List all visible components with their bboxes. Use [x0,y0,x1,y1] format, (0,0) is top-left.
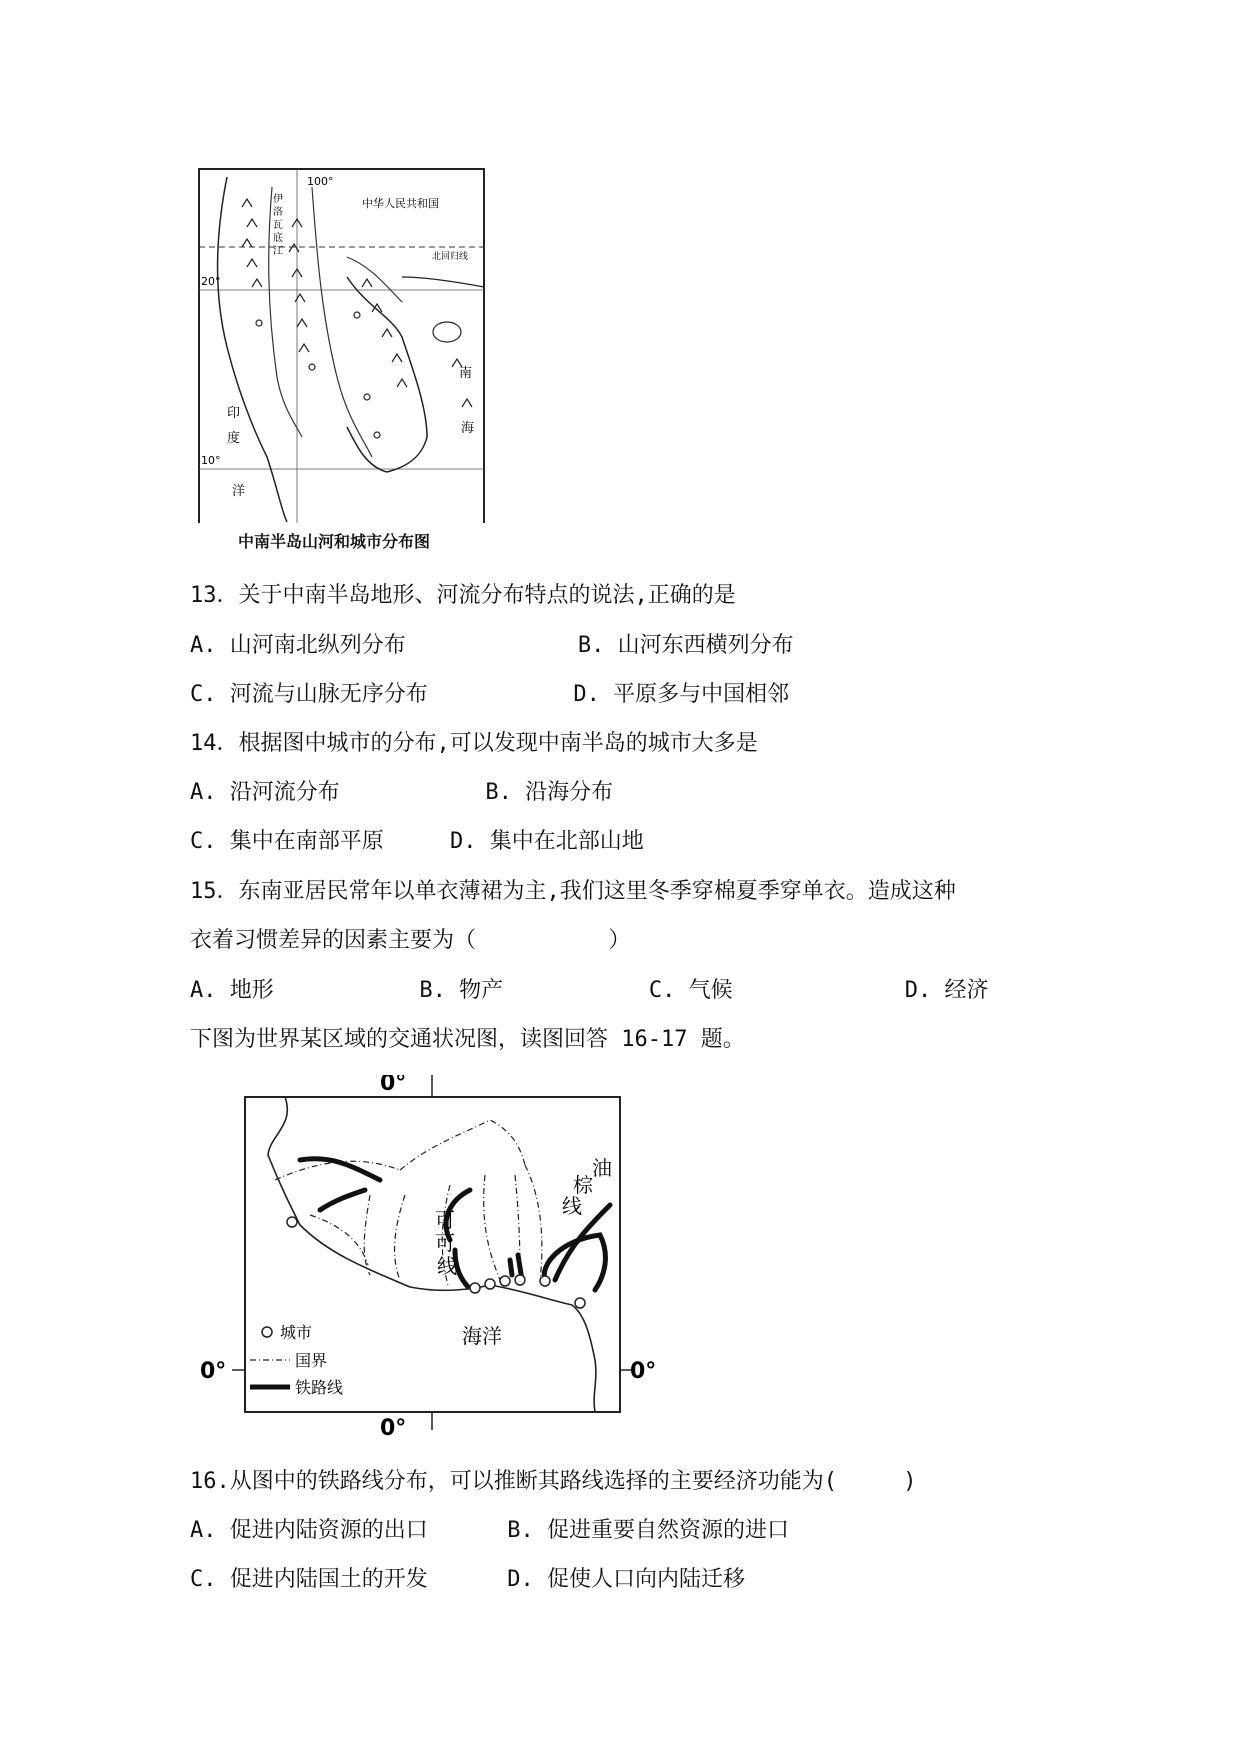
label-south-1: 南 [459,366,473,381]
mekong-river [312,187,372,457]
label-tropic: 北回归线 [432,252,469,262]
label-lat20: 20° [201,275,221,288]
q15-stem: 15．东南亚居民常年以单衣薄裙为主,我们这里冬季穿棉夏季穿单衣。造成这种 [190,879,956,904]
label-cocoa-2: 可 [435,1231,455,1255]
q14-stem: 14．根据图中城市的分布,可以发现中南半岛的城市大多是 [190,731,758,756]
label-china: 中华人民共和国 [362,197,439,210]
label-irrawaddy-3: 瓦 [273,220,283,231]
city-markers [256,312,380,438]
hainan-island [433,322,461,342]
q16-options-2: C. 促进内陆国土的开发 D. 促使人口向内陆迁移 [190,1567,745,1592]
china-coast [402,277,484,287]
label-indian-1: 印 [227,406,241,421]
q16-stem: 16.从图中的铁路线分布，可以推断其路线选择的主要经济功能为( ) [190,1469,917,1494]
legend-city: 城市 [280,1323,313,1342]
label-south-2: 海 [461,421,475,436]
label-lat10: 10° [201,454,221,467]
label-cocoa-1: 可 [435,1208,455,1232]
label-indian-2: 度 [227,431,241,446]
transport-map [200,1075,660,1440]
label-irrawaddy-1: 伊 [273,194,283,205]
red-river [347,257,402,302]
figure1-caption: 中南半岛山河和城市分布图 [238,532,431,551]
label-cocoa-3: 线 [437,1254,457,1278]
legend-city-symbol [262,1327,272,1337]
q16-options-1: A. 促进内陆资源的出口 B. 促进重要自然资源的进口 [190,1518,789,1543]
border-lines [275,1120,542,1285]
indochina-map [197,167,486,523]
label-irrawaddy-4: 底 [273,233,283,244]
map-frame [199,169,484,523]
q14-options-1: A. 沿河流分布 B. 沿海分布 [190,780,614,805]
label-left-0: 0° [200,1359,227,1384]
label-lon100: 100° [307,175,334,188]
label-right-0: 0° [630,1359,657,1384]
q13-options-1: A. 山河南北纵列分布 B. 山河东西横列分布 [190,633,794,658]
legend-border: 国界 [295,1351,328,1370]
legend-rail: 铁路线 [295,1378,344,1397]
label-palm-1: 油 [592,1156,612,1180]
label-bottom-0: 0° [380,1416,407,1440]
q15-options: A. 地形 B. 物产 C. 气候 D. 经济 [190,978,989,1003]
q13-stem: 13．关于中南半岛地形、河流分布特点的说法,正确的是 [190,583,736,608]
label-irrawaddy-2: 洛 [273,207,283,218]
label-palm-2: 棕 [573,1173,593,1197]
label-irrawaddy-5: 江 [273,246,283,257]
intro-16-17: 下图为世界某区域的交通状况图，读图回答 16-17 题。 [190,1027,745,1052]
label-palm-3: 线 [562,1194,582,1218]
label-ocean: 海洋 [462,1324,502,1348]
east-coast [347,277,427,472]
label-indian-3: 洋 [232,484,246,499]
q15-stem-2: 衣着习惯差异的因素主要为（ ） [190,928,631,953]
label-top-0: 0° [380,1075,407,1096]
q14-options-2: C. 集中在南部平原 D. 集中在北部山地 [190,829,644,854]
q13-options-2: C. 河流与山脉无序分布 D. 平原多与中国相邻 [190,682,790,707]
